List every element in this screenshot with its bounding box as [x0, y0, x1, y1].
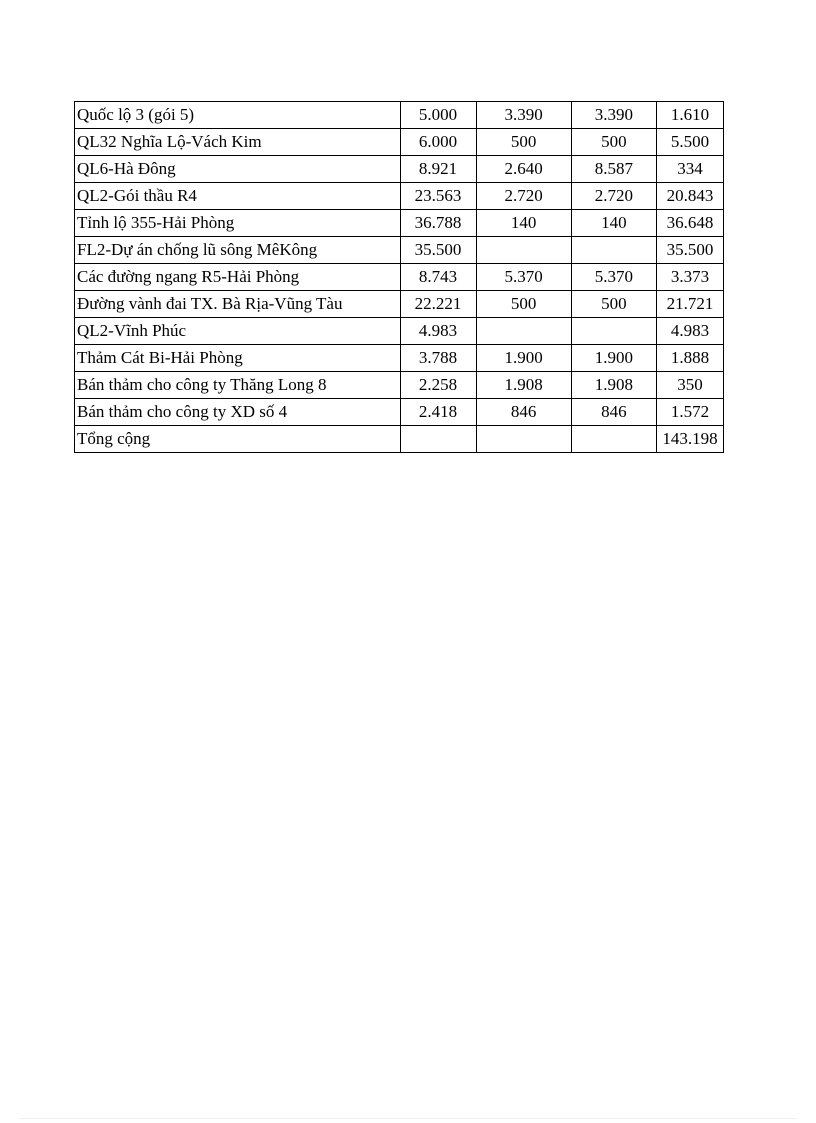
cell-value-4: 143.198 [656, 426, 723, 453]
cell-value-4: 350 [656, 372, 723, 399]
cell-value-2: 1.908 [476, 372, 571, 399]
cell-value-3: 5.370 [571, 264, 656, 291]
cell-project-name: Các đường ngang R5-Hải Phòng [75, 264, 401, 291]
table-total-row [75, 426, 724, 453]
cell-value-2: 1.900 [476, 345, 571, 372]
table-row [75, 345, 724, 372]
cell-value-1: 23.563 [400, 183, 476, 210]
cell-project-name: Bán thảm cho công ty XD số 4 [75, 399, 401, 426]
cell-value-3: 2.720 [571, 183, 656, 210]
cell-value-2: 500 [476, 129, 571, 156]
cell-value-2 [476, 318, 571, 345]
cell-value-1: 22.221 [400, 291, 476, 318]
cell-project-name: QL6-Hà Đông [75, 156, 401, 183]
cell-project-name: QL2-Vĩnh Phúc [75, 318, 401, 345]
cell-value-1: 2.418 [400, 399, 476, 426]
cell-value-1: 8.921 [400, 156, 476, 183]
cell-value-2: 500 [476, 291, 571, 318]
project-table [74, 101, 724, 453]
cell-value-3 [571, 237, 656, 264]
cell-project-name: Tổng cộng [75, 426, 401, 453]
table-row [75, 129, 724, 156]
cell-value-2: 846 [476, 399, 571, 426]
cell-value-4: 36.648 [656, 210, 723, 237]
cell-value-4: 1.888 [656, 345, 723, 372]
cell-value-2: 3.390 [476, 102, 571, 129]
cell-value-4: 4.983 [656, 318, 723, 345]
cell-value-3: 500 [571, 129, 656, 156]
cell-value-3: 846 [571, 399, 656, 426]
cell-value-1: 6.000 [400, 129, 476, 156]
cell-value-1: 8.743 [400, 264, 476, 291]
cell-value-2 [476, 237, 571, 264]
table-row [75, 237, 724, 264]
table-row [75, 264, 724, 291]
cell-value-3: 1.908 [571, 372, 656, 399]
cell-value-1: 2.258 [400, 372, 476, 399]
cell-project-name: FL2-Dự án chống lũ sông MêKông [75, 237, 401, 264]
cell-value-2: 2.640 [476, 156, 571, 183]
cell-project-name: Đường vành đai TX. Bà Rịa-Vũng Tàu [75, 291, 401, 318]
cell-value-4: 3.373 [656, 264, 723, 291]
table-row [75, 291, 724, 318]
page-bottom-divider [20, 1118, 796, 1119]
cell-value-3 [571, 426, 656, 453]
cell-value-4: 35.500 [656, 237, 723, 264]
cell-value-1: 36.788 [400, 210, 476, 237]
cell-value-1: 3.788 [400, 345, 476, 372]
cell-project-name: QL32 Nghĩa Lộ-Vách Kim [75, 129, 401, 156]
cell-value-4: 21.721 [656, 291, 723, 318]
cell-project-name: Quốc lộ 3 (gói 5) [75, 102, 401, 129]
table-row [75, 183, 724, 210]
cell-value-3: 1.900 [571, 345, 656, 372]
cell-project-name: QL2-Gói thầu R4 [75, 183, 401, 210]
table-body [75, 102, 724, 453]
cell-value-3: 3.390 [571, 102, 656, 129]
cell-value-1: 4.983 [400, 318, 476, 345]
cell-project-name: Thảm Cát Bi-Hải Phòng [75, 345, 401, 372]
cell-value-2: 2.720 [476, 183, 571, 210]
cell-value-1: 5.000 [400, 102, 476, 129]
table-row [75, 318, 724, 345]
cell-project-name: Bán thảm cho công ty Thăng Long 8 [75, 372, 401, 399]
cell-project-name: Tỉnh lộ 355-Hải Phòng [75, 210, 401, 237]
cell-value-3 [571, 318, 656, 345]
cell-value-2: 5.370 [476, 264, 571, 291]
cell-value-3: 500 [571, 291, 656, 318]
cell-value-3: 8.587 [571, 156, 656, 183]
table-row [75, 102, 724, 129]
cell-value-4: 20.843 [656, 183, 723, 210]
table-row [75, 210, 724, 237]
cell-value-2 [476, 426, 571, 453]
cell-value-1 [400, 426, 476, 453]
table-row [75, 399, 724, 426]
cell-value-4: 1.610 [656, 102, 723, 129]
cell-value-4: 334 [656, 156, 723, 183]
cell-value-1: 35.500 [400, 237, 476, 264]
cell-value-4: 5.500 [656, 129, 723, 156]
table-row [75, 156, 724, 183]
cell-value-2: 140 [476, 210, 571, 237]
table-row [75, 372, 724, 399]
cell-value-4: 1.572 [656, 399, 723, 426]
cell-value-3: 140 [571, 210, 656, 237]
